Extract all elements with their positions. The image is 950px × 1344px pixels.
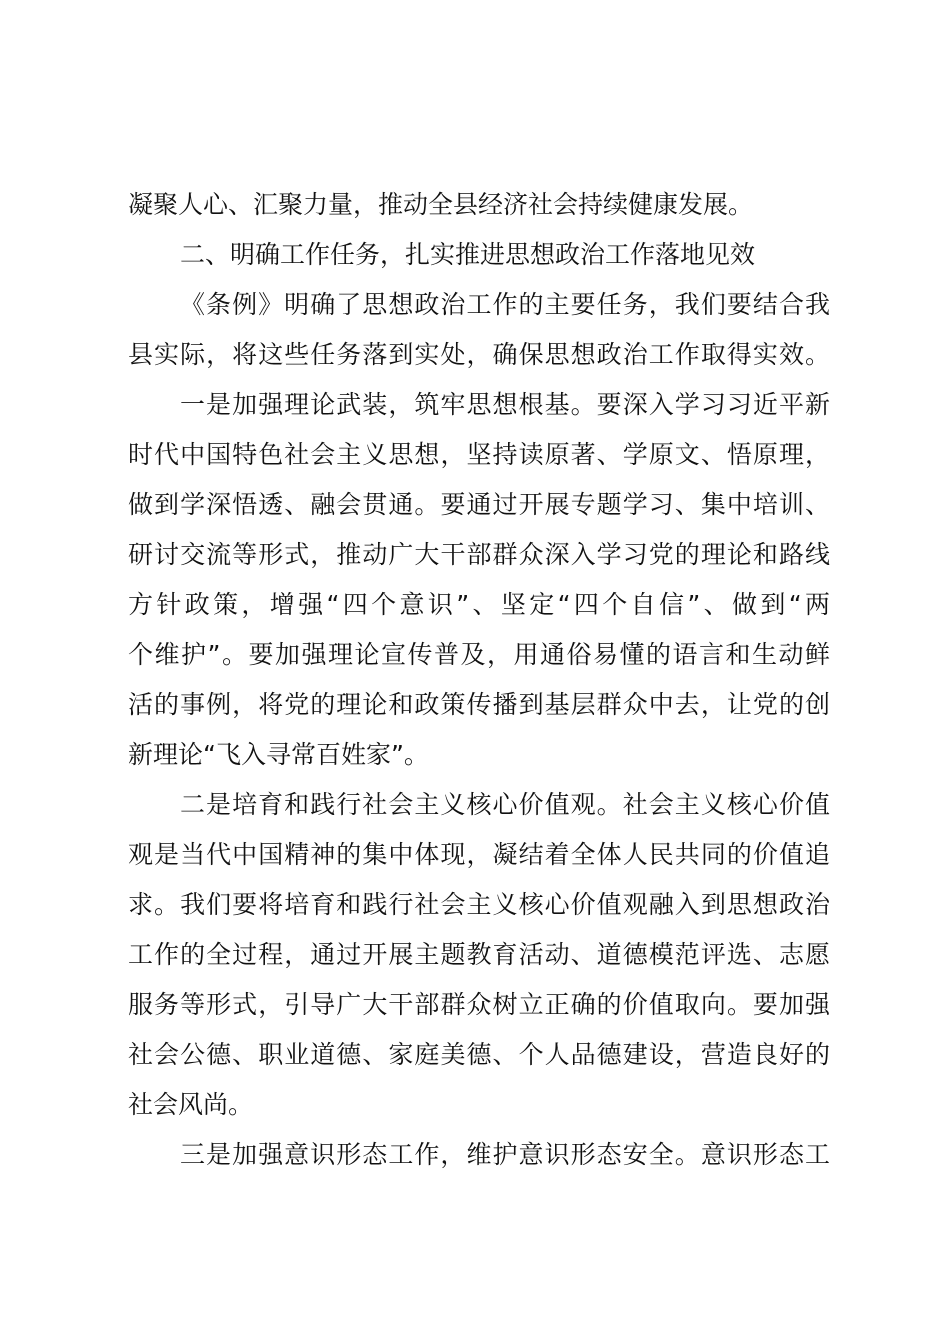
text-line: 工作的全过程，通过开展主题教育活动、道德模范评选、志愿 xyxy=(128,940,830,969)
text-line: 方针政策，增强“四个意识”、坚定“四个自信”、做到“两 xyxy=(128,590,830,619)
text-line: 个维护”。要加强理论宣传普及，用通俗易懂的语言和生动鲜 xyxy=(128,640,830,669)
text-line: 凝聚人心、汇聚力量，推动全县经济社会持续健康发展。 xyxy=(128,190,754,219)
text-line: 新理论“飞入寻常百姓家”。 xyxy=(128,740,429,769)
text-line: 《条例》明确了思想政治工作的主要任务，我们要结合我 xyxy=(180,290,830,319)
section-heading: 二、明确工作任务，扎实推进思想政治工作落地见效 xyxy=(180,240,756,269)
text-line: 一是加强理论武装，筑牢思想根基。要深入学习习近平新 xyxy=(180,390,830,419)
text-line: 社会风尚。 xyxy=(128,1090,254,1119)
text-line: 时代中国特色社会主义思想，坚持读原著、学原文、悟原理， xyxy=(128,440,830,469)
text-line: 社会公德、职业道德、家庭美德、个人品德建设，营造良好的 xyxy=(128,1040,830,1069)
text-line: 活的事例，将党的理论和政策传播到基层群众中去，让党的创 xyxy=(128,690,830,719)
text-line: 服务等形式，引导广大干部群众树立正确的价值取向。要加强 xyxy=(128,990,830,1019)
text-line: 观是当代中国精神的集中体现，凝结着全体人民共同的价值追 xyxy=(128,840,830,869)
text-line: 二是培育和践行社会主义核心价值观。社会主义核心价值 xyxy=(180,790,830,819)
text-line: 三是加强意识形态工作，维护意识形态安全。意识形态工 xyxy=(180,1140,830,1169)
text-line: 县实际，将这些任务落到实处，确保思想政治工作取得实效。 xyxy=(128,340,830,369)
text-line: 做到学深悟透、融会贯通。要通过开展专题学习、集中培训、 xyxy=(128,490,830,519)
text-line: 研讨交流等形式，推动广大干部群众深入学习党的理论和路线 xyxy=(128,540,830,569)
text-line: 求。我们要将培育和践行社会主义核心价值观融入到思想政治 xyxy=(128,890,830,919)
